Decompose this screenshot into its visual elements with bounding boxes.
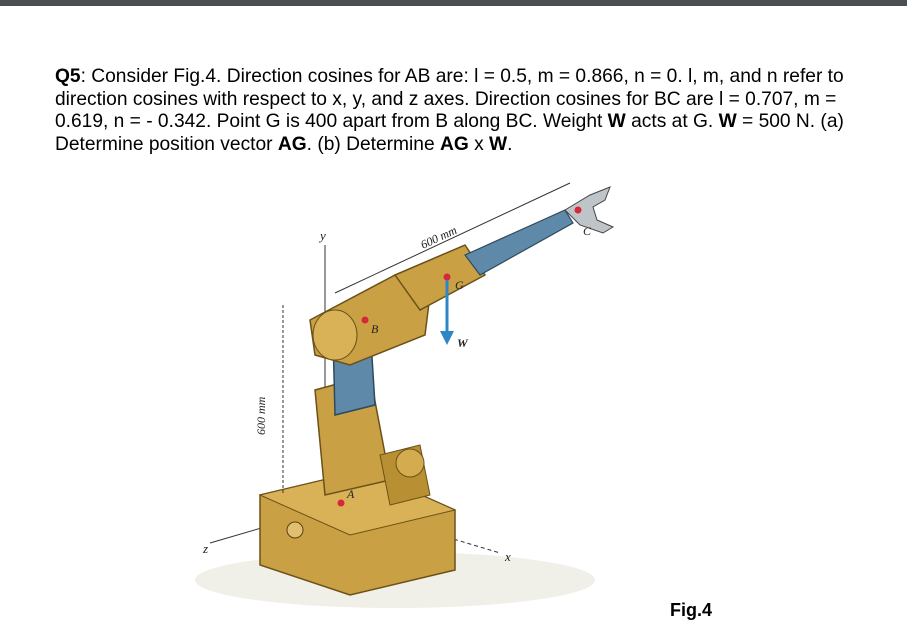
vector-ag: AG [277,133,307,155]
point-c [575,207,582,214]
point-g [444,274,451,281]
label-x: x [505,549,511,564]
weight-symbol: W [607,111,626,132]
question-part-2: acts at G. [625,111,719,132]
question-part-3: = 500 N. (a) Determine position vector [55,111,844,155]
weight-symbol-3: W [489,133,508,155]
question-part-1: : Consider Fig.4. Direction cosines for AB are: l = 0.5, m = 0.866, n = 0. l, m, and n refer to direction cosines with respect to x, y, and z axes. Direction cosines for BC are l = 0.707, m = 0.619, n = - 0.342. Point G is 400 apart from B along BC. Weight [55,66,844,132]
question-part-5: x [468,133,490,155]
question-number: Q5 [55,66,81,87]
question-part-6: . [507,133,513,155]
label-w: W [457,336,468,350]
dim-600-slant: 600 mm [418,222,460,252]
shoulder-cap [313,310,357,360]
figure-caption: Fig.4 [670,600,713,620]
label-c: C [583,224,592,238]
top-bar [0,0,907,6]
base-bolt [287,522,303,538]
forearm-rod [465,210,573,275]
label-b: B [371,322,379,336]
point-a [338,500,345,507]
side-motor-cap [396,449,424,477]
label-y: y [320,228,326,243]
dim-600-vert: 600 mm [254,396,268,435]
vector-ag-2: AG [439,133,469,155]
question-part-4: . (b) Determine [306,133,440,155]
label-a: A [347,487,355,501]
robot-arm-figure [165,165,685,620]
label-z: z [203,541,209,556]
question-text [55,66,855,156]
point-b [362,317,369,324]
label-g: G [455,278,464,292]
weight-arrow-head [440,331,454,345]
weight-symbol-2: W [718,111,737,132]
